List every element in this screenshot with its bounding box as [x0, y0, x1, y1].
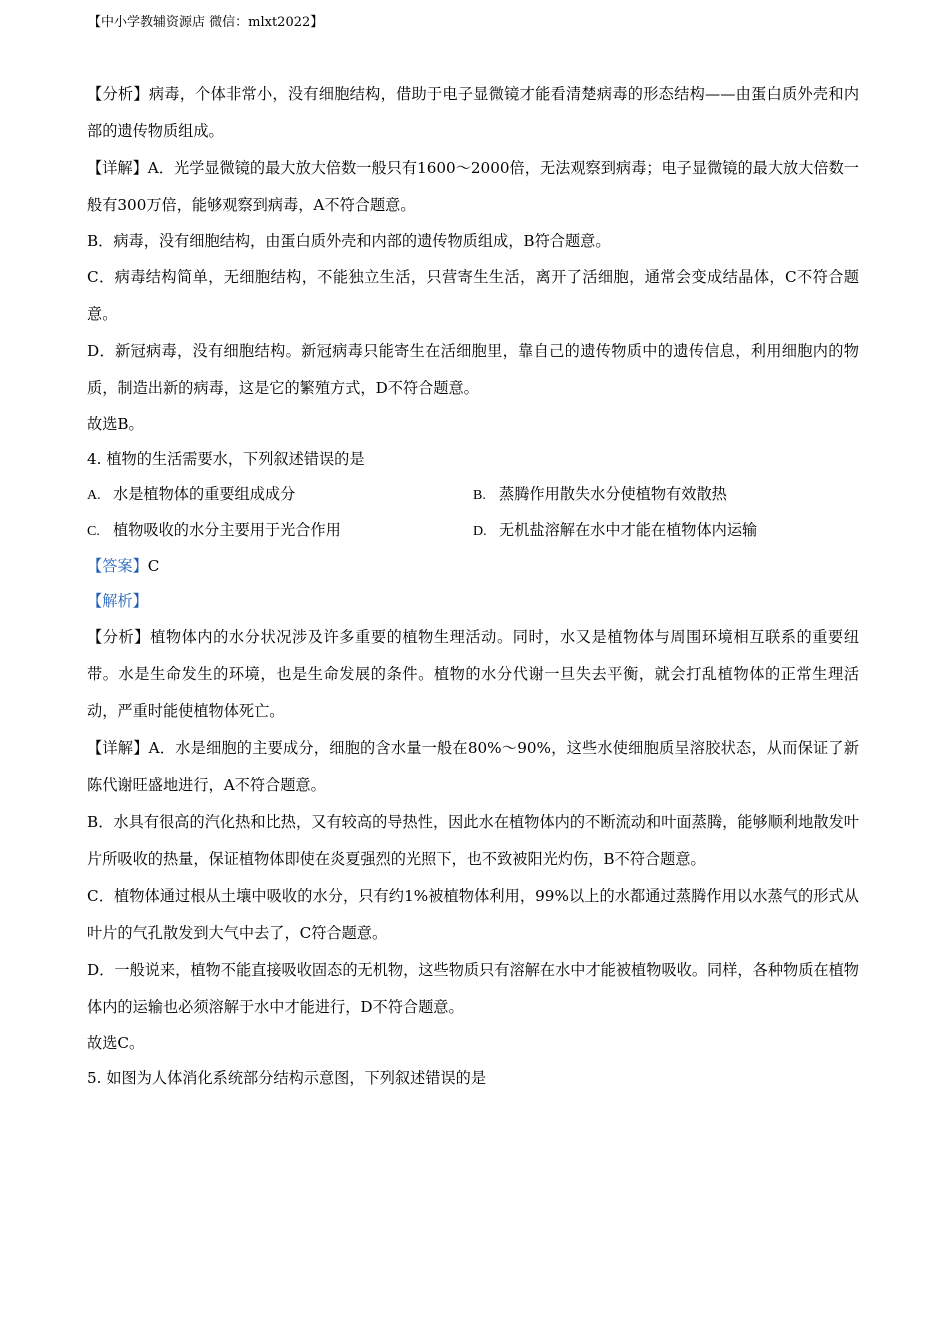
option-text: 水是植物体的重要组成成分: [113, 485, 296, 503]
q3-conclusion: 故选B。: [87, 415, 144, 433]
option-a: [87, 477, 473, 513]
analysis-text: 植物体内的水分状况涉及许多重要的植物生理活动。同时，水又是植物体与周围环境相互联系的重要纽带。水是生命发生的环境，也是生命发展的条件。植物的水分代谢一旦失去平衡，就会打乱植物体的正常生理活动，严重时能使植物体死亡。: [87, 628, 860, 720]
option-c: [87, 513, 473, 549]
q4-detail-a: [87, 730, 859, 804]
detail-text: A．光学显微镜的最大放大倍数一般只有1600～2000倍，无法观察到病毒；电子显微镜的最大放大倍数一般有300万倍，能够观察到病毒，A不符合题意。: [87, 159, 859, 214]
q4-stem: 4. 植物的生活需要水，下列叙述错误的是: [87, 450, 365, 468]
q4-explain-label: 【解析】: [87, 592, 148, 610]
q4-options-row-1: [87, 477, 859, 513]
answer-label: 【答案】: [87, 557, 148, 575]
detail-label: 【详解】: [87, 159, 148, 177]
q3-analysis: [87, 76, 859, 150]
document-content: [87, 76, 859, 1096]
option-b: [473, 477, 859, 513]
q4-conclusion: 故选C。: [87, 1034, 145, 1052]
analysis-label: 【分析】: [87, 85, 149, 103]
option-d: [473, 513, 859, 549]
q4-analysis: [87, 619, 859, 730]
q4-detail-d: D．一般说来，植物不能直接吸收固态的无机物，这些物质只有溶解在水中才能被植物吸收。同样，各种物质在植物体内的运输也必须溶解于水中才能进行，D不符合题意。: [87, 961, 859, 1016]
option-text: 蒸腾作用散失水分使植物有效散热: [499, 485, 727, 503]
q4-answer: [87, 549, 859, 584]
detail-label: 【详解】: [87, 739, 149, 757]
answer-value: C: [147, 557, 160, 575]
q3-detail-d: D．新冠病毒，没有细胞结构。新冠病毒只能寄生在活细胞里，靠自己的遗传物质中的遗传信息，利用细胞内的物质，制造出新的病毒，这是它的繁殖方式，D不符合题意。: [87, 342, 859, 397]
analysis-label: 【分析】: [87, 628, 151, 646]
option-letter: A.: [87, 488, 101, 503]
option-letter: B.: [473, 488, 486, 503]
q3-detail-a: [87, 150, 859, 224]
option-text: 植物吸收的水分主要用于光合作用: [113, 521, 341, 539]
option-letter: C.: [87, 524, 100, 539]
q3-detail-c: C．病毒结构简单，无细胞结构，不能独立生活，只营寄生生活，离开了活细胞，通常会变成结晶体，C不符合题意。: [87, 268, 859, 323]
q4-detail-b: B．水具有很高的汽化热和比热，又有较高的导热性，因此水在植物体内的不断流动和叶面蒸腾，能够顺利地散发叶片所吸收的热量，保证植物体即使在炎夏强烈的光照下，也不致被阳光灼伤，B不符合题意。: [87, 813, 859, 868]
analysis-text: 病毒，个体非常小，没有细胞结构，借助于电子显微镜才能看清楚病毒的形态结构——由蛋白质外壳和内部的遗传物质组成。: [87, 85, 860, 140]
page-header: 【中小学教辅资源店 微信：mlxt2022】: [88, 15, 324, 30]
detail-text: A．水是细胞的主要成分，细胞的含水量一般在80%～90%，这些水使细胞质呈溶胶状态，从而保证了新陈代谢旺盛地进行，A不符合题意。: [87, 739, 859, 794]
q5-stem: 5. 如图为人体消化系统部分结构示意图，下列叙述错误的是: [87, 1069, 487, 1087]
q4-detail-c: C．植物体通过根从土壤中吸收的水分，只有约1%被植物体利用，99%以上的水都通过蒸腾作用以水蒸气的形式从叶片的气孔散发到大气中去了，C符合题意。: [87, 887, 859, 942]
option-text: 无机盐溶解在水中才能在植物体内运输: [499, 521, 758, 539]
option-letter: D.: [473, 524, 487, 539]
q4-options-row-2: [87, 513, 859, 549]
q3-detail-b: B．病毒，没有细胞结构，由蛋白质外壳和内部的遗传物质组成，B符合题意。: [87, 232, 611, 250]
